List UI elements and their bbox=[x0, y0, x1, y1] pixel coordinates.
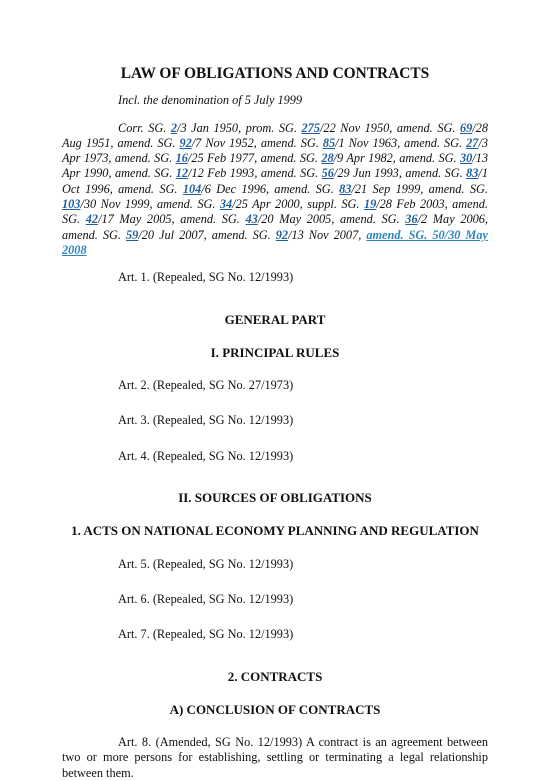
gazette-issue-link[interactable]: 36 bbox=[405, 212, 418, 227]
conclusion-heading: A) CONCLUSION OF CONTRACTS bbox=[169, 701, 381, 717]
gazette-issue-date: /12 Feb 1993, amend. SG. bbox=[188, 166, 322, 181]
gazette-issue-link[interactable]: 59 bbox=[126, 227, 139, 242]
gazette-issue-date: /30 Nov 1999, amend. SG. bbox=[80, 197, 220, 212]
document-subtitle: Incl. the denomination of 5 July 1999 bbox=[118, 93, 303, 108]
amendment-references bbox=[62, 121, 488, 259]
gazette-issue-date: /1 Oct 1996, amend. SG. bbox=[62, 166, 488, 196]
gazette-issue-link[interactable]: 27 bbox=[466, 135, 479, 150]
general-part-heading: GENERAL PART bbox=[224, 311, 326, 327]
sources-heading: II. SOURCES OF OBLIGATIONS bbox=[178, 490, 372, 506]
gazette-issue-link[interactable]: 85 bbox=[322, 135, 336, 150]
article-4: Art. 4. (Repealed, SG No. 12/1993) bbox=[118, 448, 294, 463]
gazette-issue-date: /29 Jun 1993, amend. SG. bbox=[333, 166, 467, 181]
gazette-issue-link[interactable]: 28 bbox=[321, 151, 334, 166]
gazette-issue-link[interactable]: 16 bbox=[175, 151, 188, 166]
gazette-issue-link[interactable]: 56 bbox=[321, 166, 334, 181]
gazette-issue-link[interactable]: 92 bbox=[275, 227, 289, 242]
gazette-issue-date: /25 Feb 1977, amend. SG. bbox=[187, 151, 322, 166]
gazette-issue-date: /9 Apr 1982, amend. SG. bbox=[333, 151, 460, 166]
gazette-issue-link[interactable]: 92 bbox=[179, 135, 192, 150]
gazette-issue-link[interactable]: 275 bbox=[301, 120, 320, 135]
gazette-issue-link[interactable]: 103 bbox=[62, 197, 81, 212]
article-3: Art. 3. (Repealed, SG No. 12/1993) bbox=[118, 413, 294, 428]
gazette-issue-link[interactable]: 69 bbox=[459, 120, 473, 135]
gazette-issue-date: /1 Nov 1963, amend. SG. bbox=[335, 135, 467, 150]
gazette-issue-link[interactable]: 104 bbox=[182, 181, 202, 196]
gazette-issue-link[interactable]: 30 bbox=[459, 151, 473, 166]
gazette-issue-date: /6 Dec 1996, amend. SG. bbox=[201, 181, 340, 196]
amendment-prefix: Corr. SG. bbox=[118, 120, 171, 135]
gazette-issue-date: /13 Nov 2007, bbox=[288, 227, 367, 242]
gazette-issue-link[interactable]: 34 bbox=[219, 197, 233, 212]
gazette-issue-link[interactable]: 12 bbox=[175, 166, 189, 181]
gazette-issue-date: /28 Aug 1951, amend. SG. bbox=[62, 120, 488, 150]
article-7: Art. 7. (Repealed, SG No. 12/1993) bbox=[118, 627, 294, 642]
gazette-issue-date: /22 Nov 1950, amend. SG. bbox=[320, 120, 460, 135]
gazette-issue-date: /21 Sep 1999, amend. SG. bbox=[351, 181, 488, 196]
article-6: Art. 6. (Repealed, SG No. 12/1993) bbox=[118, 591, 294, 606]
document-title: LAW OF OBLIGATIONS AND CONTRACTS bbox=[120, 65, 430, 82]
article-1: Art. 1. (Repealed, SG No. 12/1993) bbox=[118, 270, 294, 285]
article-5: Art. 5. (Repealed, SG No. 12/1993) bbox=[118, 556, 294, 571]
gazette-issue-link[interactable]: 43 bbox=[245, 212, 258, 227]
gazette-issue-link[interactable]: 83 bbox=[466, 166, 479, 181]
gazette-issue-date: /2 May 2006, amend. SG. bbox=[62, 212, 488, 242]
gazette-issue-date: /17 May 2005, amend. SG. bbox=[98, 212, 246, 227]
gazette-issue-link[interactable]: 42 bbox=[85, 212, 99, 227]
gazette-issue-date: /28 Feb 2003, amend. SG. bbox=[62, 197, 488, 227]
gazette-issue-link[interactable]: 83 bbox=[339, 181, 352, 196]
gazette-issue-date: /3 Apr 1973, amend. SG. bbox=[62, 135, 489, 166]
contracts-heading: 2. CONTRACTS bbox=[227, 668, 323, 684]
gazette-issue-link[interactable]: 19 bbox=[363, 197, 377, 212]
gazette-issue-date: /25 Apr 2000, suppl. SG. bbox=[232, 197, 364, 212]
gazette-issue-date: /7 Nov 1952, amend. SG. bbox=[191, 135, 323, 150]
article-8: Art. 8. (Amended, SG No. 12/1993) A contract is an agreement between two or more persons for establishing, settling or terminating a legal relationship between them. bbox=[62, 735, 488, 780]
gazette-issue-date: /13 Apr 1990, amend. SG. bbox=[62, 151, 488, 181]
principal-rules-heading: I. PRINCIPAL RULES bbox=[210, 344, 340, 360]
gazette-issue-date: /3 Jan 1950, prom. SG. bbox=[177, 120, 302, 135]
gazette-issue-link[interactable]: 2 bbox=[170, 120, 178, 135]
article-2: Art. 2. (Repealed, SG No. 27/1973) bbox=[118, 378, 294, 393]
latest-amendment-link[interactable]: amend. SG. 50/30 May 2008 bbox=[62, 227, 488, 257]
acts-heading: 1. ACTS ON NATIONAL ECONOMY PLANNING AND REGULATION bbox=[71, 523, 479, 539]
gazette-issue-date: /20 May 2005, amend. SG. bbox=[257, 212, 406, 227]
gazette-issue-date: /20 Jul 2007, amend. SG. bbox=[138, 227, 276, 242]
